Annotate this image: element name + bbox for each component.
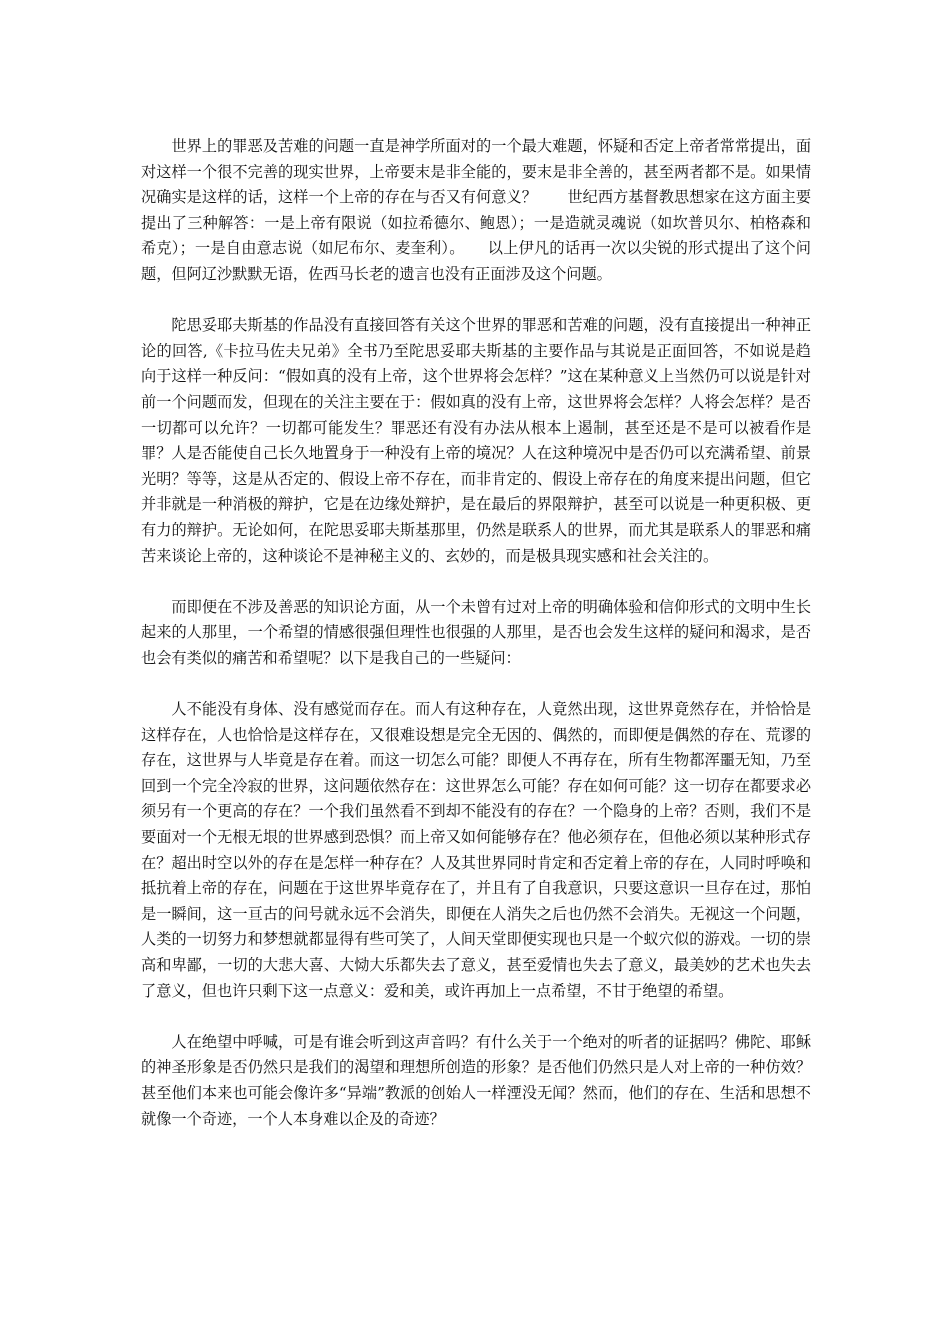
document-page bbox=[141, 134, 811, 1158]
paragraph-epistemology: 而即便在不涉及善恶的知识论方面，从一个未曾有过对上帝的明确体验和信仰形式的文明中生长起来的人那里，一个希望的情感很强但理性也很强的人那里，是否也会发生这样的疑问和渴求，是否也会有类似的痛苦和希望呢？以下是我自己的一些疑问： bbox=[141, 597, 811, 667]
paragraph-cry-in-despair: 人在绝望中呼喊，可是有谁会听到这声音吗？有什么关于一个绝对的听者的证据吗？佛陀、耶稣的神圣形象是否仍然只是我们的渴望和理想所创造的形象？是否他们仍然只是人对上帝的一种仿效？甚至他们本来也可能会像许多“异端”教派的创始人一样湮没无闻？然而，他们的存在、生活和思想不就像一个奇迹，一个人本身难以企及的奇迹？ bbox=[141, 1032, 811, 1128]
paragraph-evil-and-suffering: 世界上的罪恶及苦难的问题一直是神学所面对的一个最大难题，怀疑和否定上帝者常常提出，面对这样一个很不完善的现实世界，上帝要末是非全能的，要末是非全善的，甚至两者都不是。如果情况确实是这样的话，这样一个上帝的存在与否又有何意义？ 世纪西方基督教思想家在这方面主要提出了三种解答：一是上帝有限说（如拉希德尔、鲍恩）；一是造就灵魂说（如坎普贝尔、柏格森和希克）；一是自由意志说（如尼布尔、麦奎利）。 以上伊凡的话再一次以尖锐的形式提出了这个问题，但阿辽沙默默无语，佐西马长老的遗言也没有正面涉及这个问题。 bbox=[141, 137, 811, 283]
paragraph-existence: 人不能没有身体、没有感觉而存在。而人有这种存在，人竟然出现，这世界竟然存在，并恰恰是这样存在，人也恰恰是这样存在，又很难设想是完全无因的、偶然的，而即便是偶然的存在、荒谬的存在，这世界与人毕竟是存在着。而这一切怎么可能？即便人不再存在，所有生物都浑噩无知，乃至回到一个完全冷寂的世界，这问题依然存在：这世界怎么可能？存在如何可能？这一切存在都要求必须另有一个更高的存在？一个我们虽然看不到却不能没有的存在？一个隐身的上帝？否则，我们不是要面对一个无根无垠的世界感到恐惧？而上帝又如何能够存在？他必须存在，但他必须以某种形式存在？超出时空以外的存在是怎样一种存在？人及其世界同时肯定和否定着上帝的存在，人同时呼唤和抵抗着上帝的存在，问题在于这世界毕竟存在了，并且有了自我意识，只要这意识一旦存在过，那怕是一瞬间，这一亘古的问号就永远不会消失，即便在人消失之后也仍然不会消失。无视这一个问题，人类的一切努力和梦想就都显得有些可笑了，人间天堂即便实现也只是一个蚁穴似的游戏。一切的崇高和卑鄙，一切的大悲大喜、大恸大乐都失去了意义，甚至爱情也失去了意义，最美妙的艺术也失去了意义，但也许只剩下这一点意义：爱和美，或许再加上一点希望，不甘于绝望的希望。 bbox=[141, 700, 811, 1000]
paragraph-dostoevsky-question: 陀思妥耶夫斯基的作品没有直接回答有关这个世界的罪恶和苦难的问题，没有直接提出一种神正论的回答,《卡拉马佐夫兄弟》全书乃至陀思妥耶夫斯基的主要作品与其说是正面回答，不如说是趋向于这样一种反问：“假如真的没有上帝，这个世界将会怎样？”这在某种意义上当然仍可以说是针对前一个问题而发，但现在的关注主要在于：假如真的没有上帝，这世界将会怎样？人将会怎样？是否一切都可以允许？一切都可能发生？罪恶还有没有办法从根本上遏制，甚至还是不是可以被看作是罪？人是否能使自己长久地置身于一种没有上帝的境况？人在这种境况中是否仍可以充满希望、前景光明？等等，这是从否定的、假设上帝不存在，而非肯定的、假设上帝存在的角度来提出问题，但它并非就是一种消极的辩护，它是在边缘处辩护，是在最后的界限辩护，甚至可以说是一种更积极、更有力的辩护。无论如何，在陀思妥耶夫斯基那里，仍然是联系人的世界，而尤其是联系人的罪恶和痛苦来谈论上帝的，这种谈论不是神秘主义的、玄妙的，而是极具现实感和社会关注的。 bbox=[141, 316, 811, 565]
